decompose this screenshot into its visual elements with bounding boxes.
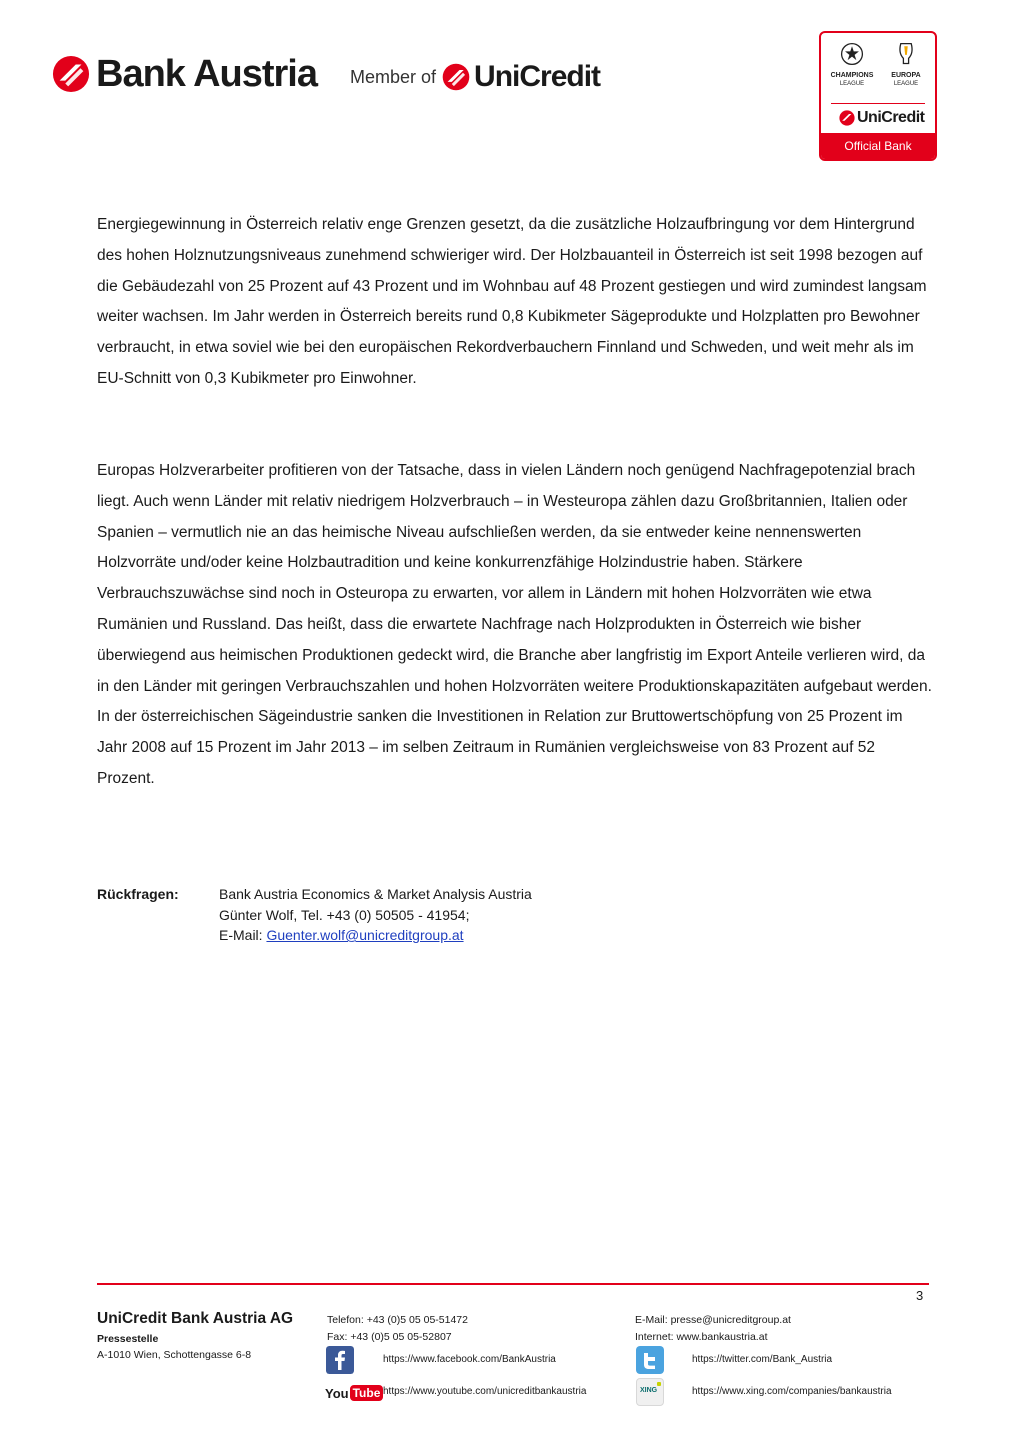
page-number: 3 <box>916 1288 924 1303</box>
youtube-icon[interactable] <box>325 1381 383 1405</box>
champions-label: CHAMPIONS <box>830 72 874 79</box>
xing-icon-text: XING <box>640 1387 658 1394</box>
trophy-icon <box>893 41 919 67</box>
member-of-label: Member of <box>350 66 437 87</box>
contact-email-prefix: E-Mail: <box>219 927 267 943</box>
contact-person: Günter Wolf, Tel. +43 (0) 50505 - 41954; <box>219 906 470 923</box>
badge-brand-text: UniCredit <box>857 109 925 126</box>
youtube-icon-text-tube: Tube <box>350 1385 384 1401</box>
footer-company: UniCredit Bank Austria AG <box>97 1310 294 1327</box>
unicredit-logo-icon <box>52 55 90 93</box>
footer-internet: Internet: www.bankaustria.at <box>635 1331 768 1343</box>
contact-email-line <box>219 925 719 946</box>
badge-divider <box>831 103 925 104</box>
twitter-link[interactable]: https://twitter.com/Bank_Austria <box>692 1354 833 1365</box>
footer-department: Pressestelle <box>97 1333 159 1345</box>
bank-austria-logo <box>52 52 317 96</box>
xing-icon[interactable] <box>636 1378 664 1406</box>
europa-label: EUROPA <box>891 72 921 79</box>
europa-sub-label: LEAGUE <box>893 81 919 87</box>
unicredit-badge-icon <box>839 110 855 126</box>
footer-email: E-Mail: presse@unicreditgroup.at <box>635 1314 791 1326</box>
official-bank-badge <box>819 31 937 161</box>
twitter-icon[interactable] <box>636 1346 664 1374</box>
official-bank-label: Official Bank <box>821 133 935 159</box>
contact-email-link[interactable]: Guenter.wolf@unicreditgroup.at <box>266 927 464 943</box>
footer-address: A-1010 Wien, Schottengasse 6-8 <box>97 1349 252 1361</box>
starball-icon <box>839 41 865 67</box>
contact-label: Rückfragen: <box>97 886 179 902</box>
unicredit-wordmark: UniCredit <box>474 60 601 93</box>
xing-link[interactable]: https://www.xing.com/companies/bankaustria <box>692 1386 892 1397</box>
badge-unicredit <box>839 109 925 127</box>
footer-telefon: Telefon: +43 (0)5 05 05-51472 <box>327 1314 468 1326</box>
body-paragraph-1: Energiegewinnung in Österreich relativ enge Grenzen gesetzt, da die zusätzliche Holzaufbringung vor dem Hintergrund des hohen Holznutzungsniveaus zunehmend schwieriger wird. Der Holzbauanteil in Österreich ist seit 1998 bezogen auf die Gebäudezahl von 25 Prozent auf 43 Prozent und im Wohnbau auf 48 Prozent gestiegen und wird zumindest langsam weiter wachsen. Im Jahr werden in Österreich bereits rund 0,8 Kubikmeter Sägeprodukte und Holzplatten pro Bewohner verbraucht, in etwa soviel wie bei den europäischen Rekordverbauchern Finnland und Schweden, und weit mehr als im EU-Schnitt von 0,3 Kubikmeter pro Einwohner. <box>97 216 927 387</box>
unicredit-mark-icon <box>442 63 470 91</box>
contact-department: Bank Austria Economics & Market Analysis Austria <box>219 886 532 902</box>
member-of-unicredit <box>350 60 600 94</box>
footer-divider <box>97 1283 929 1285</box>
champions-league-logo <box>827 41 877 88</box>
youtube-icon-text-you: You <box>325 1385 349 1401</box>
europa-league-logo <box>881 41 931 88</box>
champions-sub-label: LEAGUE <box>839 81 865 87</box>
youtube-link[interactable]: https://www.youtube.com/unicreditbankaustria <box>383 1386 587 1397</box>
xing-accent <box>657 1382 661 1386</box>
body-paragraph-2: Europas Holzverarbeiter profitieren von der Tatsache, dass in vielen Ländern noch genügend Nachfragepotenzial brach liegt. Auch wenn Länder mit relativ niedrigem Holzverbrauch – in Westeuropa zählen dazu Großbritannien, Italien oder Spanien – vermutlich nie an das heimische Niveau aufschließen werden, da sie entweder keine nennenswerten Holzvorräte und/oder keine Holzbautradition und keine konkurrenzfähige Holzindustrie haben. Stärkere Verbrauchszuwächse sind noch in Osteuropa zu erwarten, vor allem in Ländern mit hohen Holzvorräten wie etwa Rumänien und Russland. Das heißt, dass die erwartete Nachfrage nach Holzprodukten in Österreich wie bisher überwiegend aus heimischen Produktionen gedeckt wird, die Branche aber langfristig im Export Anteile verlieren wird, da in den Länder mit geringen Verbrauchszahlen und hohen Holzvorräten weitere Produktionskapazitäten aufgebaut werden. In der österreichischen Sägeindustrie sanken die Investitionen in Relation zur Bruttowertschöpfung von 25 Prozent im Jahr 2008 auf 15 Prozent im Jahr 2013 – im selben Zeitraum in Rumänien vergleichsweise von 83 Prozent auf 52 Prozent. <box>97 462 932 787</box>
facebook-icon[interactable] <box>326 1346 354 1374</box>
bank-austria-wordmark: Bank Austria <box>96 52 317 95</box>
footer-fax: Fax: +43 (0)5 05 05-52807 <box>327 1331 452 1343</box>
facebook-link[interactable]: https://www.facebook.com/BankAustria <box>383 1354 556 1365</box>
